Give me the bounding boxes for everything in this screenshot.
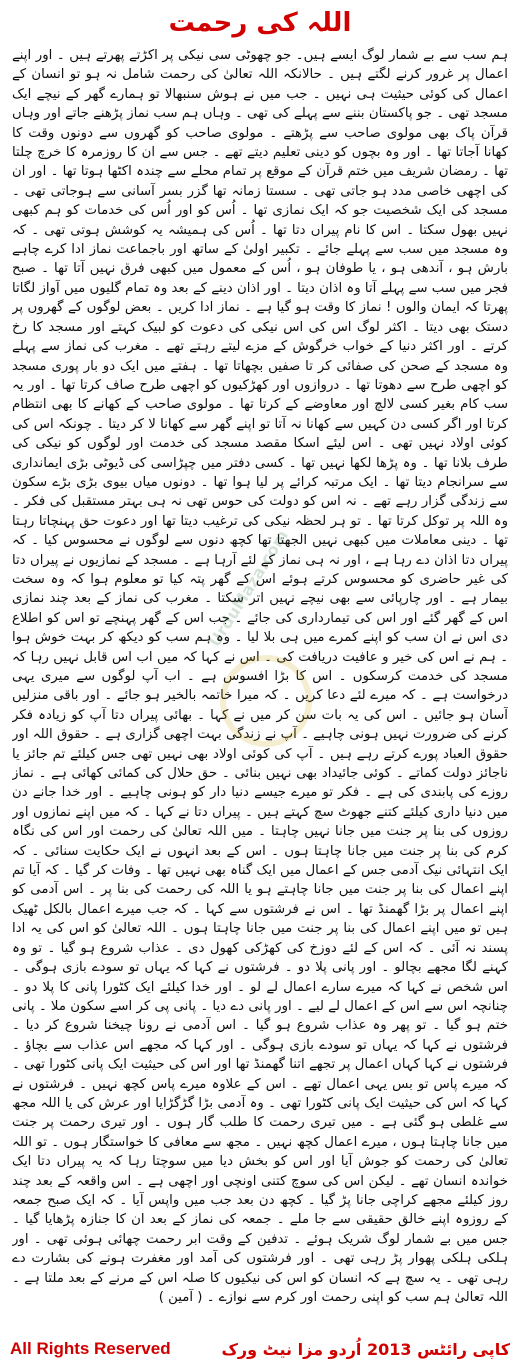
article-title: اللہ کی رحمت (168, 8, 352, 38)
article-body (12, 46, 508, 1308)
watermark-site-text: UrduMaza.com (205, 526, 293, 651)
copyright-english: All Rights Reserved (10, 1339, 171, 1358)
article-paragraph: ہم سب سے بے شمار لوگ ایسے ہیں۔ جو چھوٹی سی نیکی پر اکڑتے پھرتے ہیں ۔ اور اپنے اعمال پر غرور کرنے لگتے ہیں ۔ حالانکہ اللہ تعالیٰ کی رحمت شامل نہ ہو تو انسان کے اعمال کی کوئی حیثیت ہی نہیں ۔ جب میں نے ہوش سنبھالا تو ہمارے گھر کے نیچے ایک مسجد تھی ۔ جو پاکستان بننے سے پہلے کی تھی ۔ وہاں ہم سب نماز پڑھنے جاتے اور وہاں قرآن پاک بھی مولوی صاحب سے پڑھتے ۔ مولوی صاحب کو گھروں سے دونوں وقت کا کھانا آجاتا تھا ۔ اور وہ بچوں کو دینی تعلیم دیتے تھے ۔ جس سے ان کا روزمرہ کا خرچ چلتا تھا ۔ رمضان شریف میں ختم قرآن کے موقع پر تمام محلے سے چندہ اکٹھا ہوتا تھا ۔ اور ان کی اچھی خاصی مدد ہو جاتی تھی ۔ سستا زمانہ تھا گزر بسر آسانی سے ہوجاتی تھی ۔ مسجد کی ایک شخصیت جو کہ ایک نمازی تھا ۔ اُس کو اور اُس کی خدمات کو ہم کبھی نہیں بھول سکتا ۔ اس کا نام پیراں دتا تھا ۔ اُس کی ہمیشہ یہ کوشش ہوتی تھی ۔ کہ وہ مسجد میں سب سے پہلے جائے ۔ تکبیر اولیٰ کے ساتھ اور باجماعت نماز ادا کرے چاہے بارش ہو ، آندھی ہو ، یا طوفان ہو ، اُس کے معمول میں کبھی فرق نہیں آتا تھا ۔ صبح فجر میں سب سے پہلے آتا وہ اذان دیتا ۔ اور اذان دینے کے بعد وہ تمام گلیوں میں آواز لگاتا پھرتا کہ ایمان والوں ! نماز کا وقت ہو گیا ہے ۔ نماز ادا کریں ۔ بعض لوگوں کے گھروں پر دستک بھی دیتا ۔ اکثر لوگ اس کی اس نیکی کی دعوت کو لبیک کہتے اور مسجد کا رخ کرتے ۔ اور اکثر دنیا کے خواب خرگوش کے مزے لیتے رہتے تھے ۔ مغرب کی نماز سے پہلے وہ مسجد کے صحن کی صفائی کر تا صفیں بچھاتا تھا ۔ ہفتے میں ایک دو بار پوری مسجد کو اچھی طرح سے دھوتا تھا ۔ دروازوں اور کھڑکیوں کو اچھی طرح صاف کرتا تھا ۔ اور یہ سب کام بغیر کسی لالچ اور معاوضے کے کرتا تھا ۔ مولوی صاحب کے کھانے کا بھی انتظام کرتا اور اگر کسی دن کہیں سے کھانا نہ آتا تو اپنے گھر سے کھانا لا کر دیتا ۔ چونکہ اس کی کوئی اولاد نہیں تھی ۔ اس لیئے اسکا مقصد مسجد کی خدمت اور لوگوں کو نیکی کی طرف بلانا تھا ۔ وہ پڑھا لکھا نہیں تھا ۔ کسی دفتر میں چپڑاسی کی ڈیوٹی بڑی ایمانداری سے سرانجام دیتا تھا ۔ ایک مرتبہ کرائے پر لیا ہوا تھا ۔ دونوں میاں بیوی بڑی بڑے سکون سے زندگی گزار رہے تھے ۔ نہ اس کو دولت کی حوس تھی نہ ہی بہتر مستقبل کی فکر ۔ وہ اللہ پر توکل کرتا تھا ۔ تو ہر لحظہ نیکی کی ترغیب دیتا تھا اور دعوت حق پہنچاتا رہتا تھا ۔ دینی معاملات میں کبھی نہیں الجھتا تھا کچھ دنوں سے لوگوں نے محسوس کیا ۔ کہ پیراں دتا اذان دے رہا ہے ، اور نہ ہی نماز کے لئے آرہا ہے ۔ مسجد کے نمازیوں نے پیراں دتا کی غیر حاضری کو محسوس کرتے ہوئے اس کے گھر پتہ کیا تو معلوم ہوا کہ وہ سخت بیمار ہے ۔ اور چارپائی سے بھی نیچے نہیں اتر سکتا ۔ مغرب کی نماز کے بعد چند نمازی اس کے گھر گئے اور اس کی تیمارداری کی جائے ۔ جب اس کے گھر پہنچے تو اس کو اطلاع دی اس نے ان سب کو اپنے کمرے میں ہی بلا لیا ۔ وہ ہم سب کو دیکھ کر بہت خوش ہوا ۔ ہم نے اس کی خیر و عافیت دریافت کی ۔ اس نے کہا کہ میں اب اس قابل نہیں رہا کہ مسجد کی خدمت کرسکوں ۔ اس کا بڑا افسوس ہے ۔ اب آپ لوگوں سے میری یہی درخواست ہے ۔ کہ میرے لئے دعا کریں ۔ کہ میرا خاتمہ بالخیر ہو جائے ۔ اور باقی منزلیں آسان ہو جائیں ۔ اس کی یہ بات سن کر میں نے کہا ۔ بھائی پیراں دتا آپ کو زیادہ فکر کرنے کی ضرورت نہیں ہونی چاہیے ۔ آپ نے زندگی بہت اچھی گزاری ہے ۔ حقوق اللہ اور حقوق العباد پورے کرتے رہے ہیں ۔ آپ کی کوئی اولاد بھی نہیں تھی جس کیلئے تم جائز یا ناجائز دولت کماتے ۔ کوئی جائیداد بھی نہیں بنائی ۔ حق حلال کی کمائی کھائی ہے ۔ نماز روزے کی پابندی کی ہے ۔ فکر تو میرے جیسے دنیا دار کو ہونی چاہیے ۔ اور خدا جانے دن میں دنیا داری کیلئے کتنے جھوٹ سچ کہتے ہیں ۔ پیراں دتا نے کہا ۔ کہ میں اپنے نمازوں اور روزوں کی بنا پر جنت میں جانا نہیں چاہتا ۔ میں اللہ تعالیٰ کی رحمت اور اس کی نگاہ کرم کی بنا پر جنت میں جانا چاہتا ہوں ۔ اس کے بعد انہوں نے ایک حکایت سنائی ۔ کہ ایک انتہائی نیک آدمی جس کے اعمال میں ایک گناہ بھی نہیں تھا ۔ وفات کر گیا ۔ کہ آیا تم اپنے اعمال کی بنا پر جنت میں جانا چاہتے ہو یا اللہ کی رحمت کی بنا پر ۔ اس آدمی کو اپنے اعمال پر بڑا گھمنڈ تھا ۔ اس نے فرشتوں سے کہا ۔ کہ جب میرے اعمال بالکل ٹھیک ہیں تو میں اپنے اعمال کی بنا پر جنت میں جانا چاہتا ہوں ۔ اللہ تعالیٰ کو اس کی یہ ادا پسند نہ آئی ۔ کہ اس کے لئے دوزخ کی کھڑکی کھول دی ۔ عذاب شروع ہو گیا ۔ تو وہ کہنے لگا مجھے بچالو ۔ اور پانی پلا دو ۔ فرشتوں نے کہا کہ یہاں تو سودے بازی ہوگی ۔ اس شخص نے کہا کہ میرے سارے اعمال لے لو ۔ اور خدا کیلئے ایک کٹورا پانی کا پلا دو ۔ چنانچہ اس سے اس کے اعمال لے لیے ۔ اور پانی دے دیا ۔ پانی پی کر اسے سکون ملا ۔ پانی ختم ہو گیا ۔ تو پھر وہ عذاب شروع ہو گیا ۔ اس آدمی نے رونا چیخنا شروع کر دیا ۔ فرشتوں نے کہا کہ یہاں تو سودے بازی ہوگی ۔ اور کہا کہ مجھے اس عذاب سے بچاؤ ۔ فرشتوں نے کہا کہاں اعمال پر تجھے اتنا گھمنڈ تھا اور اس کی حیثیت ایک پانی کٹورا تھی ۔ کہ میرے پاس تو بس یہی اعمال تھے ۔ اس کے علاوہ میرے پاس کچھ نہیں ۔ فرشتوں نے کہا کہ اس کی حیثیت ایک پانی کٹورا تھی ۔ وہ آدمی بڑا گڑگڑایا اور عرش کی یا اللہ مجھ سے غلطی ہو گئی ہے ۔ میں تیری رحمت کا طلب گار ہوں ۔ اور تیری رحمت پر جنت میں جانا چاہتا ہوں ، میرے اعمال کچھ نہیں ۔ مجھ سے معافی کا خواستگار ہوں ۔ تو اللہ تعالیٰ کی رحمت کو جوش آیا اور اس کو بخش دیا میں سوچتا رہا کہ یہ پیراں دتا ایک خواندہ انسان تھے ۔ لیکن اس کی سوچ کتنی اونچی اور اچھی ہے ۔ اس واقعہ کے بعد چند روز کیلئے مجھے کراچی جانا پڑ گیا ۔ کچھ دن بعد جب میں واپس آیا ۔ کہ ایک صبح جمعہ کے روزوہ اپنے خالق حقیقی سے جا ملے ۔ جمعہ کی نماز کے بعد ان کا جنازہ پڑھایا گیا ۔ جس میں بے شمار لوگ شریک ہوئے ۔ تدفین کے وقت ابر رحمت چھائی ہوئی تھی ۔ اور ہلکی ہلکی پھوار پڑ رہی تھی ۔ اور فرشتوں کی آمد اور مغفرت ہونے کی بشارت دے رہی تھی ۔ یہ سچ ہے کہ انسان کو اس کی نیکیوں کا صلہ اس کے مرنے کے بعد ملتا ہے ۔ اللہ تعالیٰ ہم سب کو اپنی رحمت اور کرم سے نوازے ۔ ( آمین ) (12, 48, 508, 1305)
page-footer (10, 1336, 510, 1362)
copyright-urdu: کاپی رائٹس 2013 اُردو مزا نیٹ ورک (221, 1339, 510, 1359)
